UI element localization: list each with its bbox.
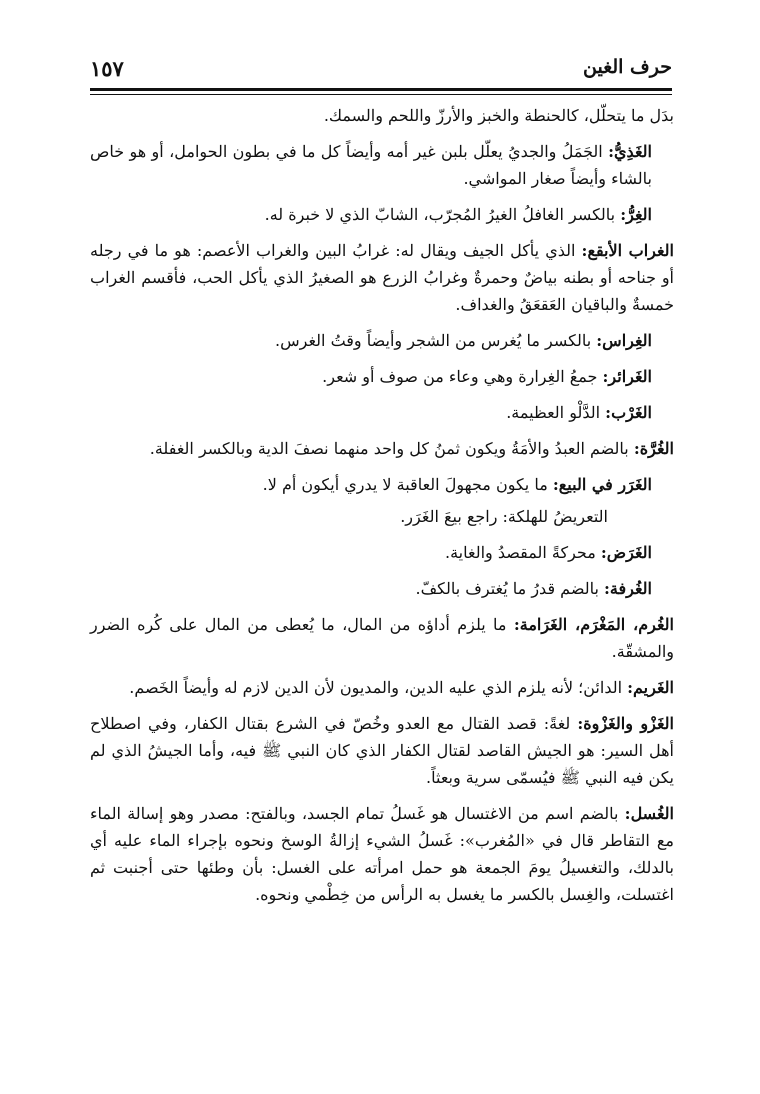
entry-text: بالكسر ما يُغرس من الشجر وأيضاً وقتُ الغرس.	[275, 331, 597, 350]
entry-text: بالكسر الغافلُ الغيرُ المُجرّب، الشابّ الذي لا خبرة له.	[264, 205, 621, 224]
entry-alghadhi	[90, 138, 674, 192]
entry-text: لغةً: قصد القتال مع العدو وخُصّ في الشرع بقتال الكفار، وفي اصطلاح أهل السير: هو الجيش القاصد لقتال الكفار الذي كان النبي ﷺ فيه، وأما الجيشُ الذي لم يكن فيه النبي ﷺ فيُسمّى سرية وبعثاً.	[90, 714, 674, 787]
entry-term: الغَرائر:	[602, 367, 652, 386]
entry-alghurra	[90, 435, 674, 462]
entry-text: التعريضُ للهلكة: راجع بيعَ الغَرَر.	[400, 507, 608, 526]
entry-term: الغُرم، المَغْرَم، الغَرَامة:	[513, 615, 674, 634]
entry-text: الدائن؛ لأنه يلزم الذي عليه الدين، والمديون لأن الدين لازم له وأيضاً الخَصم.	[129, 678, 628, 697]
entry-algharad	[90, 539, 674, 566]
page-body	[90, 102, 674, 917]
entry-alghurfa	[90, 575, 674, 602]
entry-alghurab	[90, 237, 674, 318]
entry-text: الذي يأكل الجيف ويقال له: غرابُ البين والغراب الأعصم: هو ما في رجله أو جناحه أو بطنه بياضٌ وحمرةٌ وغرابُ الزرع هو الصغيرُ الذي يأكل الحب، فأقسم الغراب خمسةٌ والباقيان العَقعَقُ والغداف.	[90, 241, 674, 314]
header-rule-thick	[90, 88, 672, 91]
entry-term: الغِراس:	[596, 331, 652, 350]
entry-alghusl	[90, 800, 674, 908]
entry-term: الغُرَّة:	[633, 439, 674, 458]
entry-text: الجَمَلُ والجديُ يعلّل بلبن غير أمه وأيضاً كل ما في بطون الحوامل، أو هو خاص بالشاء وأيضاً صغار المواشي.	[90, 142, 652, 188]
page-header	[90, 56, 672, 92]
entry-term: الغَرَر في البيع:	[552, 475, 652, 494]
entry-algharar	[90, 471, 674, 498]
header-rule-thin	[90, 94, 672, 95]
entry-term: الغراب الأبقع:	[581, 241, 675, 260]
entry-alghurm	[90, 611, 674, 665]
page-number: ١٥٧	[90, 56, 124, 81]
entry-alghazw	[90, 710, 674, 791]
entry-text: بدَل ما يتحلّل، كالحنطة والخبز والأرزّ واللحم والسمك.	[323, 106, 674, 125]
entry-algharb	[90, 399, 674, 426]
entry-term: الغَريم:	[627, 678, 674, 697]
entry-text: بالضم العبدُ والأمَةُ ويكون ثمنُ كل واحد منهما نصفَ الدية وبالكسر الغفلة.	[149, 439, 634, 458]
entry-term: الغُسل:	[624, 804, 674, 823]
entry-text: جمعُ الغِرارة وهي وعاء من صوف أو شعر.	[322, 367, 603, 386]
running-title: حرف الغين	[583, 56, 672, 78]
entry-text: الدَّلْو العظيمة.	[506, 403, 606, 422]
entry-text: بالضم قدرُ ما يُغترف بالكفّ.	[415, 579, 604, 598]
entry-term: الغَزْو والغَزْوة:	[577, 714, 675, 733]
entry-alghir	[90, 201, 674, 228]
entry-text: ما يكون مجهولَ العاقبة لا يدري أيكون أم لا.	[262, 475, 553, 494]
entry-text: ما يلزم أداؤه من المال، ما يُعطى من المال على كُره الضرر والمشقّة.	[90, 615, 674, 661]
entry-continuation	[90, 102, 674, 129]
entry-term: الغَرَض:	[600, 543, 652, 562]
entry-term: الغِرُّ:	[620, 205, 652, 224]
entry-term: الغَرْب:	[605, 403, 652, 422]
entry-algharair	[90, 363, 674, 390]
entry-algheras	[90, 327, 674, 354]
entry-algharim	[90, 674, 674, 701]
entry-term: الغَذِيُّ:	[608, 142, 652, 161]
entry-text: محركةً المقصدُ والغاية.	[445, 543, 601, 562]
entry-algharar-sub	[90, 503, 674, 530]
entry-text: بالضم اسم من الاغتسال هو غَسلُ تمام الجسد، وبالفتح: مصدر وهو إسالة الماء مع التقاطر قال في «المُغرب»: غَسلُ الشيء إزالةُ الوسخ ونحوه بإجراء الماء عليه أي بالدلك، والتغسيلُ يومَ الجمعة هو حمل امرأته على الغسل: بأن وطئها حتى أجنبت ثم اغتسلت، والغِسل بالكسر ما يغسل به الرأس من خِطْمي ونحوه.	[90, 804, 674, 904]
entry-term: الغُرفة:	[604, 579, 652, 598]
